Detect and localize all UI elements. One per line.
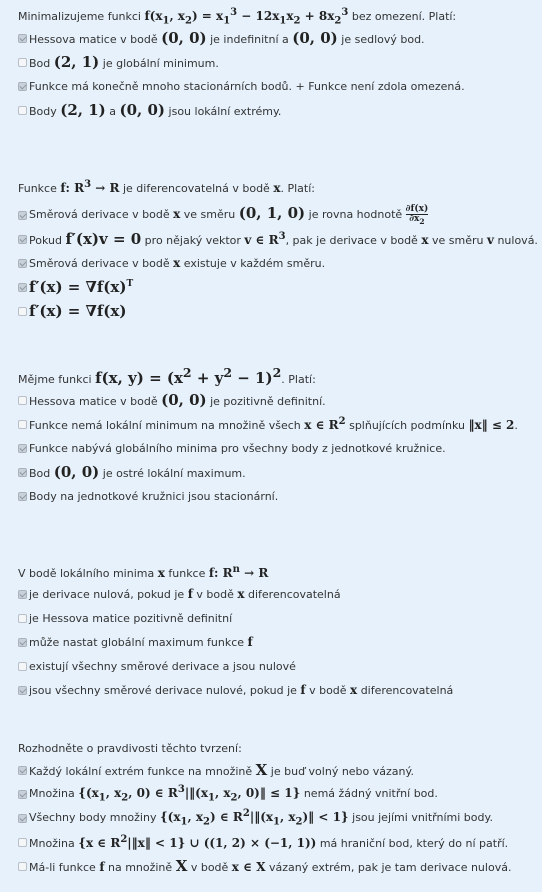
option-q4-5[interactable]	[18, 678, 536, 702]
option-label: Množina {($x_1$, $x_2$, 0) ∈ $R^3|‖(x_1$, $x_2$, 0)‖ ≤ 1} nemá žádný vnitřní bod.	[29, 784, 438, 804]
question-3	[18, 365, 536, 508]
option-q1-2[interactable]	[18, 50, 536, 74]
option-q5-1[interactable]	[18, 758, 536, 782]
checkbox[interactable]	[18, 211, 27, 220]
question-1	[18, 5, 536, 122]
option-label: Bod (0, 0) je ostré lokální maximum.	[29, 463, 246, 481]
option-label: Množina {x ∈ $R^2|‖x‖ < 1$} ∪ ((1, 2) × (−1, 1)) má hraniční bod, který do ní patří.	[29, 834, 509, 850]
option-label: Má-li funkce f na množině X v bodě x ∈ X vázaný extrém, pak je tam derivace nulová.	[29, 857, 512, 875]
option-label: Body (2, 1) a (0, 0) jsou lokální extrémy.	[29, 101, 282, 119]
option-q2-1[interactable]	[18, 203, 536, 227]
option-label: Hessova matice v bodě (0, 0) je pozitivně definitní.	[29, 391, 326, 409]
option-label: existují všechny směrové derivace a jsou nulové	[29, 659, 296, 673]
checkbox[interactable]	[18, 838, 27, 847]
question-2	[18, 177, 536, 323]
option-q3-2[interactable]	[18, 412, 536, 436]
question-5-prompt: Rozhodněte o pravdivosti těchto tvrzení:	[18, 742, 242, 755]
question-3-prompt: Mějme funkci f(x, $y) = (x^2 + y^2 - 1)^2$. Platí:	[18, 365, 316, 387]
question-2-prompt: Funkce f: $R^3 \to R$ je diferencovatelná v bodě x. Platí:	[18, 179, 315, 195]
checkbox[interactable]	[18, 790, 27, 799]
option-q3-5[interactable]	[18, 484, 536, 508]
option-q5-2[interactable]	[18, 782, 536, 806]
question-4	[18, 562, 536, 702]
checkbox[interactable]	[18, 34, 27, 43]
option-label: $f'(x) = \nabla f(x)^T$	[29, 278, 134, 296]
option-q2-3[interactable]	[18, 251, 536, 275]
option-label: Směrová derivace v bodě x existuje v každém směru.	[29, 256, 326, 270]
checkbox[interactable]	[18, 396, 27, 405]
option-label: Body na jednotkové kružnici jsou stacionární.	[29, 489, 279, 503]
checkbox[interactable]	[18, 662, 27, 671]
question-1-prompt: Minimalizujeme funkci $f(x_1$, $x_2) = x_1^3 - 12x_1x_2 + 8x_2^3$ bez omezení. Platí:	[18, 7, 457, 27]
option-q2-4[interactable]	[18, 275, 536, 299]
checkbox[interactable]	[18, 444, 27, 453]
checkbox[interactable]	[18, 686, 27, 695]
option-label: f′(x) = ∇f(x)	[29, 302, 127, 320]
option-q4-1[interactable]	[18, 582, 536, 606]
question-5	[18, 741, 536, 878]
option-label: Pokud f′(x)v = 0 pro nějaký vektor v ∈ $R^3$, pak je derivace v bodě x ve směru v nulová.	[29, 230, 538, 248]
option-q5-3[interactable]	[18, 806, 536, 830]
option-label: jsou všechny směrové derivace nulové, pokud je f v bodě x diferencovatelná	[29, 683, 454, 697]
option-label: Funkce nemá lokální minimum na množině všech x ∈ $R^2$ splňujících podmínku ‖x‖ ≤ 2.	[29, 416, 518, 432]
option-label: je Hessova matice pozitivně definitní	[29, 611, 233, 625]
checkbox[interactable]	[18, 58, 27, 67]
option-q4-3[interactable]	[18, 630, 536, 654]
option-label: Všechny body množiny {($x_1$, $x_2$) ∈ $R^2|‖(x_1$, $x_2)‖ < 1$} jsou jejími vnitřními body.	[29, 808, 493, 828]
checkbox[interactable]	[18, 82, 27, 91]
option-q4-4[interactable]	[18, 654, 536, 678]
checkbox[interactable]	[18, 766, 27, 775]
checkbox[interactable]	[18, 420, 27, 429]
question-4-prompt: V bodě lokálního minima x funkce f: $R^n \to R$	[18, 564, 269, 580]
checkbox[interactable]	[18, 862, 27, 871]
option-q3-1[interactable]	[18, 388, 536, 412]
checkbox[interactable]	[18, 259, 27, 268]
option-q5-4[interactable]	[18, 830, 536, 854]
checkbox[interactable]	[18, 492, 27, 501]
option-q1-4[interactable]	[18, 98, 536, 122]
checkbox[interactable]	[18, 106, 27, 115]
option-q1-3[interactable]	[18, 74, 536, 98]
option-label: Funkce nabývá globálního minima pro všechny body z jednotkové kružnice.	[29, 441, 446, 455]
option-q1-1[interactable]	[18, 26, 536, 50]
option-label: Bod (2, 1) je globální minimum.	[29, 53, 219, 71]
option-label: Hessova matice v bodě (0, 0) je indefinitní a (0, 0) je sedlový bod.	[29, 29, 425, 47]
checkbox[interactable]	[18, 814, 27, 823]
option-q3-3[interactable]	[18, 436, 536, 460]
checkbox[interactable]	[18, 638, 27, 647]
checkbox[interactable]	[18, 614, 27, 623]
option-label: Každý lokální extrém funkce na množině X je buď volný nebo vázaný.	[29, 761, 414, 779]
option-label: může nastat globální maximum funkce f	[29, 635, 253, 649]
checkbox[interactable]	[18, 235, 27, 244]
checkbox[interactable]	[18, 590, 27, 599]
option-q4-2[interactable]	[18, 606, 536, 630]
option-label: Směrová derivace v bodě x ve směru (0, 1, 0) je rovna hodnotě ∂f(x) $\partial x_2$	[29, 203, 429, 226]
option-q3-4[interactable]	[18, 460, 536, 484]
option-q5-5[interactable]	[18, 854, 536, 878]
option-q2-2[interactable]	[18, 227, 536, 251]
checkbox[interactable]	[18, 468, 27, 477]
option-label: Funkce má konečně mnoho stacionárních bodů. + Funkce není zdola omezená.	[29, 79, 465, 93]
checkbox[interactable]	[18, 307, 27, 316]
checkbox[interactable]	[18, 283, 27, 292]
option-q2-5[interactable]	[18, 299, 536, 323]
option-label: je derivace nulová, pokud je f v bodě x diferencovatelná	[29, 587, 341, 601]
